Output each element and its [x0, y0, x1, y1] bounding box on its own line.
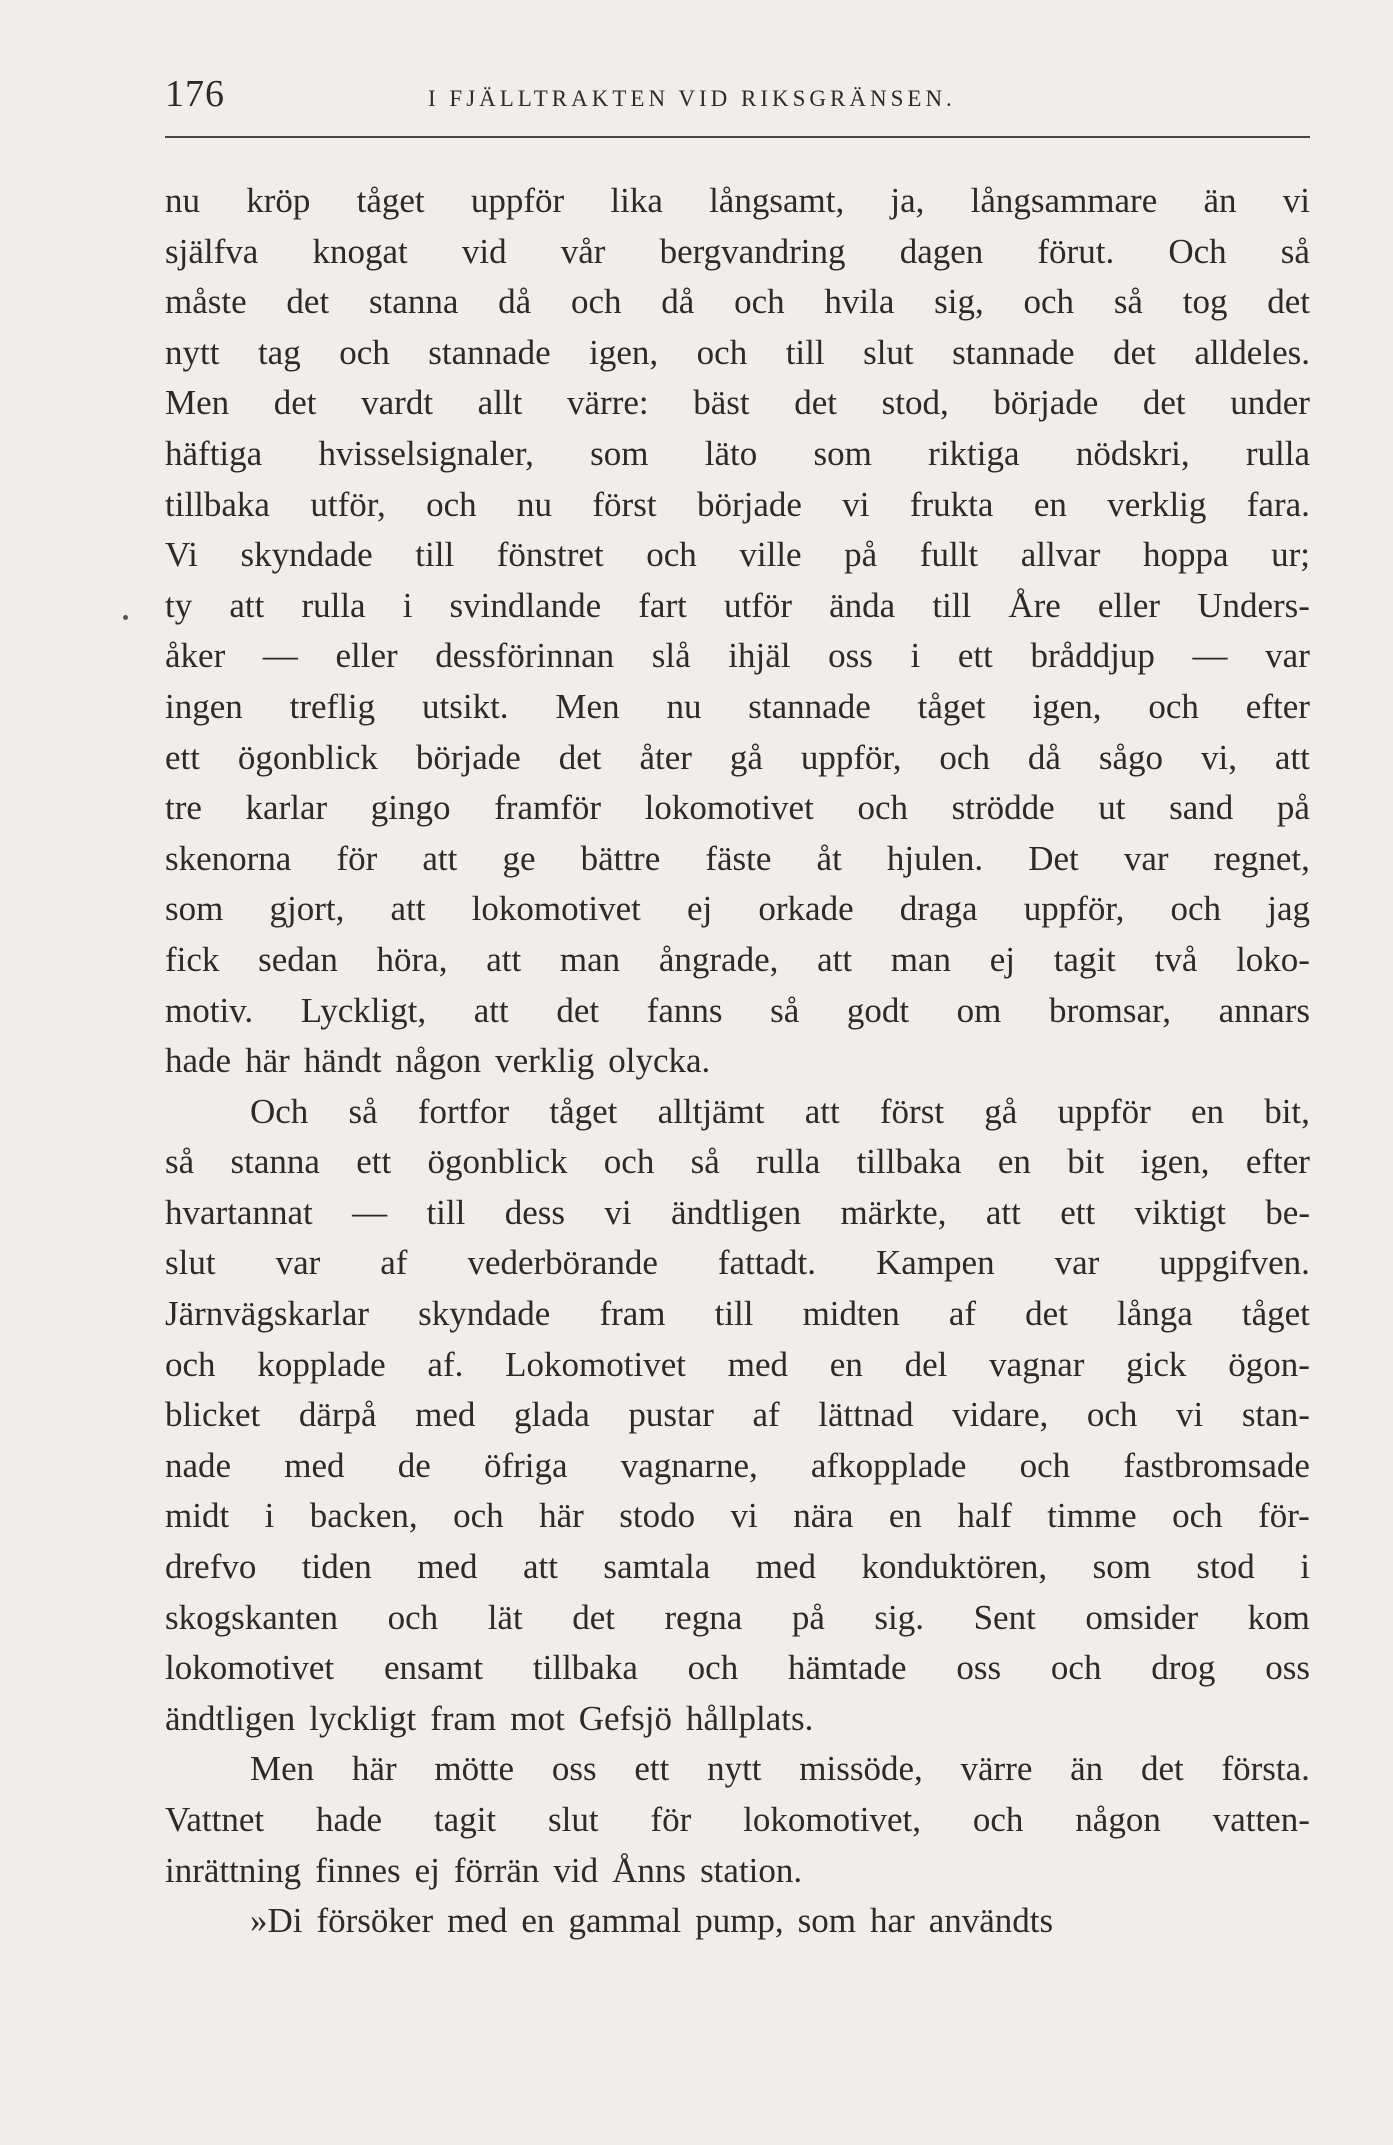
- text-line: midt i backen, och här stodo vi nära en half timme och för-: [165, 1496, 1310, 1536]
- text-line: hvartannat — till dess vi ändtligen märkte, att ett viktigt be-: [165, 1192, 1310, 1232]
- page-header: [165, 72, 1310, 122]
- text-line: ändtligen lyckligt fram mot Gefsjö hållplats.: [165, 1698, 814, 1738]
- text-line: ingen treflig utsikt. Men nu stannade tåget igen, och efter: [165, 686, 1310, 726]
- text-line: och kopplade af. Lokomotivet med en del vagnar gick ögon-: [165, 1344, 1310, 1384]
- text-line: slut var af vederbörande fattadt. Kampen var uppgifven.: [165, 1243, 1310, 1283]
- text-line: nu kröp tåget uppför lika långsamt, ja, långsammare än vi: [165, 181, 1310, 220]
- text-line: Järnvägskarlar skyndade fram till midten af det långa tåget: [165, 1294, 1310, 1334]
- text-line: som gjort, att lokomotivet ej orkade draga uppför, och jag: [165, 889, 1310, 929]
- text-line: häftiga hvisselsignaler, som läto som riktiga nödskri, rulla: [165, 433, 1310, 473]
- text-line: Vi skyndade till fönstret och ville på fullt allvar hoppa ur;: [165, 535, 1310, 575]
- text-line: skenorna för att ge bättre fäste åt hjulen. Det var regnet,: [165, 838, 1310, 878]
- header-rule: [165, 136, 1310, 138]
- text-line: blicket därpå med glada pustar af lättnad vidare, och vi stan-: [165, 1395, 1310, 1435]
- text-line: Men här mötte oss ett nytt missöde, värre än det första.: [250, 1749, 1310, 1789]
- text-line: tre karlar gingo framför lokomotivet och strödde ut sand på: [165, 788, 1310, 828]
- text-line: ett ögonblick började det åter gå uppför, och då sågo vi, att: [165, 737, 1310, 777]
- text-line: Men det vardt allt värre: bäst det stod, började det under: [165, 383, 1310, 423]
- text-line: fick sedan höra, att man ångrade, att man ej tagit två loko-: [165, 939, 1310, 979]
- text-line: motiv. Lyckligt, att det fanns så godt om bromsar, annars: [165, 990, 1310, 1030]
- text-line: tillbaka utför, och nu först började vi frukta en verklig fara.: [165, 484, 1310, 524]
- margin-mark: [123, 615, 128, 620]
- text-line: skogskanten och lät det regna på sig. Sent omsider kom: [165, 1597, 1310, 1637]
- text-line: Och så fortfor tåget alltjämt att först gå uppför en bit,: [250, 1091, 1310, 1131]
- text-line: hade här händt någon verklig olycka.: [165, 1041, 711, 1081]
- text-line: nade med de öfriga vagnarne, afkopplade och fastbromsade: [165, 1445, 1310, 1485]
- text-line: »Di försöker med en gammal pump, som har användts: [250, 1901, 1054, 1941]
- body-text: [165, 176, 1310, 1947]
- text-line: så stanna ett ögonblick och så rulla tillbaka en bit igen, efter: [165, 1142, 1310, 1182]
- text-line: nytt tag och stannade igen, och till slut stannade det alldeles.: [165, 332, 1310, 372]
- text-line: måste det stanna då och då och hvila sig, och så tog det: [165, 282, 1310, 322]
- running-head: I FJÄLLTRAKTEN VID RIKSGRÄNSEN.: [428, 86, 956, 111]
- text-line: Vattnet hade tagit slut för lokomotivet, och någon vatten-: [165, 1800, 1310, 1839]
- text-line: lokomotivet ensamt tillbaka och hämtade oss och drog oss: [165, 1648, 1310, 1688]
- text-line: inrättning finnes ej förrän vid Ånns station.: [165, 1850, 803, 1890]
- page-number: 176: [165, 73, 225, 115]
- text-line: drefvo tiden med att samtala med konduktören, som stod i: [165, 1547, 1310, 1587]
- text-line: själfva knogat vid vår bergvandring dagen förut. Och så: [165, 231, 1310, 271]
- text-line: åker — eller dessförinnan slå ihjäl oss i ett bråddjup — var: [165, 636, 1310, 676]
- text-line: ty att rulla i svindlande fart utför ända till Åre eller Unders-: [165, 585, 1310, 625]
